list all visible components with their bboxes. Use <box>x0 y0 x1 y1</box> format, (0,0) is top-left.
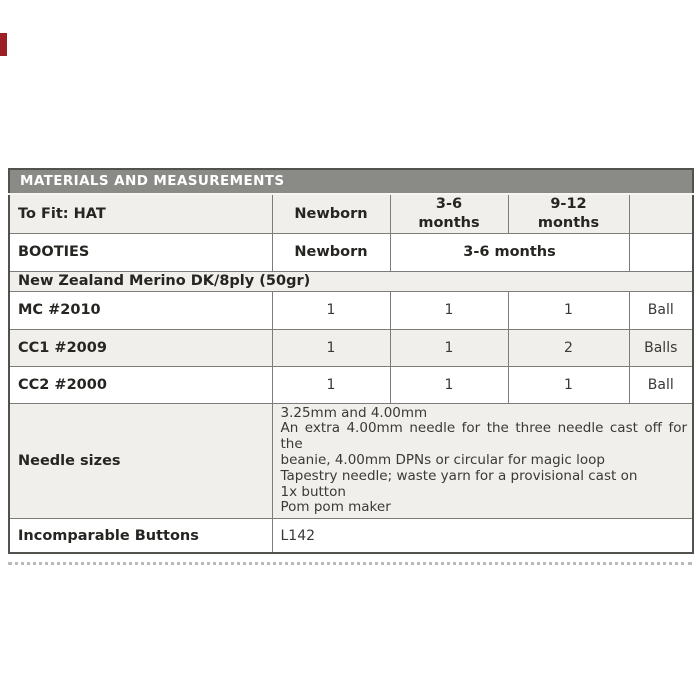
mc-2010-unit: Ball <box>629 291 693 329</box>
table-title-row <box>9 169 693 194</box>
red-ribbon-mark <box>0 33 7 56</box>
cc2-2000-3-6-qty: 1 <box>390 366 508 403</box>
mc-2010-9-12-qty: 1 <box>508 291 629 329</box>
materials-table-sheet <box>8 168 692 565</box>
needle-note-line: Pom pom maker <box>280 499 391 516</box>
cc1-2009-3-6-qty: 1 <box>390 329 508 366</box>
booties-3-6-months-cell: 3-6 months <box>390 233 629 271</box>
cc1-2009-9-12-qty: 2 <box>508 329 629 366</box>
cc2-2000-label: CC2 #2000 <box>9 366 272 403</box>
incomparable-buttons-value: L142 <box>272 519 693 553</box>
booties-newborn-cell: Newborn <box>272 233 390 271</box>
row-mc-2010 <box>9 291 693 329</box>
booties-label: BOOTIES <box>9 233 272 271</box>
hat-empty-cell <box>629 194 693 233</box>
hat-9-12-months-cell: 9-12 months <box>508 194 629 233</box>
row-yarn-section <box>9 271 693 291</box>
cc1-2009-label: CC1 #2009 <box>9 329 272 366</box>
cc2-2000-9-12-qty: 1 <box>508 366 629 403</box>
dotted-divider <box>8 562 692 565</box>
needle-note-line: 3.25mm and 4.00mm <box>280 404 428 421</box>
row-cc2-2000 <box>9 366 693 403</box>
mc-2010-newborn-qty: 1 <box>272 291 390 329</box>
needle-note-line: An extra 4.00mm needle for the three needle cast off for the <box>280 420 688 453</box>
row-needle-sizes <box>9 403 693 519</box>
row-incomparable-buttons <box>9 519 693 553</box>
needle-sizes-label: Needle sizes <box>9 403 272 519</box>
needle-note-line: Tapestry needle; waste yarn for a provisional cast on <box>280 467 638 484</box>
hat-3-6-months-cell: 3-6 months <box>390 194 508 233</box>
to-fit-hat-label: To Fit: HAT <box>9 194 272 233</box>
needle-sizes-notes <box>272 403 693 519</box>
cc1-2009-unit: Balls <box>629 329 693 366</box>
cc2-2000-unit: Ball <box>629 366 693 403</box>
row-to-fit-hat <box>9 194 693 233</box>
cc1-2009-newborn-qty: 1 <box>272 329 390 366</box>
hat-newborn-cell: Newborn <box>272 194 390 233</box>
table-title: MATERIALS AND MEASUREMENTS <box>9 169 693 194</box>
cc2-2000-newborn-qty: 1 <box>272 366 390 403</box>
mc-2010-3-6-qty: 1 <box>390 291 508 329</box>
incomparable-buttons-label: Incomparable Buttons <box>9 519 272 553</box>
needle-note-line: 1x button <box>280 483 346 500</box>
booties-empty-cell <box>629 233 693 271</box>
mc-2010-label: MC #2010 <box>9 291 272 329</box>
yarn-section-label: New Zealand Merino DK/8ply (50gr) <box>9 271 693 291</box>
row-cc1-2009 <box>9 329 693 366</box>
row-booties <box>9 233 693 271</box>
needle-note-line: beanie, 4.00mm DPNs or circular for magic loop <box>280 452 605 469</box>
materials-table <box>8 168 694 554</box>
